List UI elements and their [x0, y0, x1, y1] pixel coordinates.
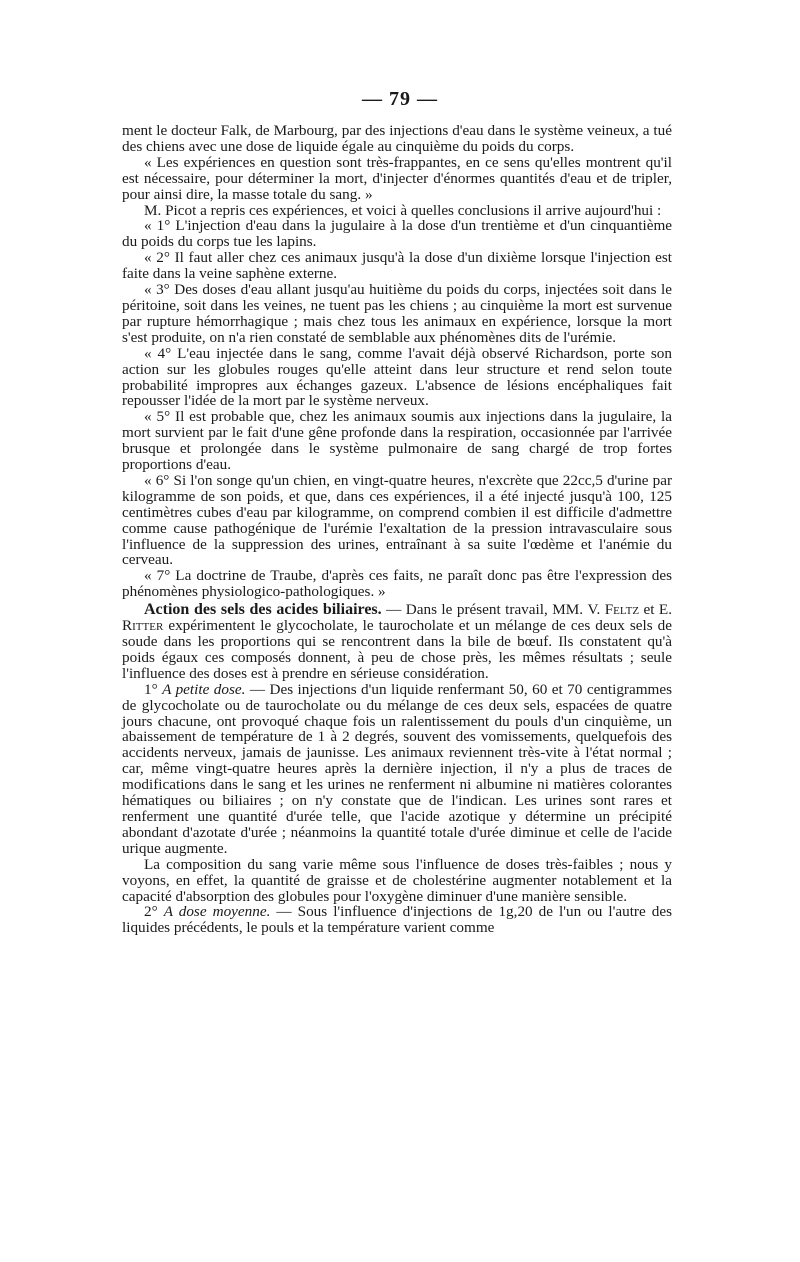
- item-title: A petite dose.: [162, 680, 246, 698]
- paragraph: « 3° Des doses d'eau allant jusqu'au huitième du poids du corps, injectées soit dans le péritoine, soit dans les veines, ne tuent pas les chiens ; au cinquième la mort est survenue par rupture hémorrhagique ; mais chez tous les animaux en expérience, lorsque la mort s'est produite, on n'a rien constaté de semblable aux phénomènes dits de l'urémie.: [122, 281, 672, 346]
- paragraph: « 6° Si l'on songe qu'un chien, en vingt-quatre heures, n'excrète que 22cc,5 d'urine par kilogramme de son poids, et que, dans ces expériences, il a été injecté jusqu'à 100, 125 centimètres cubes d'eau par kilogramme, on comprend combien il est difficile d'admettre comme cause pathogénique de l'urémie l'exaltation de la pression intravasculaire sous l'influence de la suppression des urines, entraînant à sa suite l'œdème et l'anémie du cerveau.: [122, 471, 672, 569]
- paragraph: [122, 682, 672, 857]
- paragraph: « Les expériences en question sont très-frappantes, en ce sens qu'elles montrent qu'il est nécessaire, pour déterminer la mort, d'injecter d'énormes quantités d'eau et de tripler, pour ainsi dire, la masse totale du sang. »: [122, 153, 672, 203]
- author-name: Ritter: [122, 617, 164, 635]
- paragraph: La composition du sang varie même sous l'influence de doses très-faibles ; nous y voyons, en effet, la quantité de graisse et de cholestérine augmenter notablement et la capacité d'absorption des globules pour l'oxygène diminuer d'une manière sensible.: [122, 855, 672, 905]
- paragraph: « 5° Il est probable que, chez les animaux soumis aux injections dans la jugulaire, la mort survient par le fait d'une gêne profonde dans la respiration, occasionnée par l'arrivée brusque et prolongée dans le système pulmonaire de sang chargé de trop fortes proportions d'eau.: [122, 408, 672, 474]
- section-paragraph: [122, 602, 672, 682]
- paragraph: « 7° La doctrine de Traube, d'après ces faits, ne paraît donc pas être l'expression des phénomènes physiologico-pathologiques. »: [122, 567, 672, 601]
- item-number: 1°: [144, 680, 163, 698]
- text-run: expérimentent le glycocholate, le taurocholate et un mélange de ces deux sels de soude dans les proportions qui se rencontrent dans la bile de bœuf. Ils constatent qu'à poids égaux ces composés donnent, à peu de chose près, les mêmes résultats ; seule l'influence des doses est à prendre en sérieuse considération.: [122, 617, 672, 682]
- paragraph: [122, 904, 672, 936]
- text-run: — Des injections d'un liquide renfermant 50, 60 et 70 centigrammes de glycocholate ou de taurocholate ou du mélange de ces deux sels, espacées de quatre jours chacune, ont provoqué chaque fois un ralentissement du pouls d'un cinquième, un abaissement de température de 1 à 2 degrés, souvent des vomissements, quelquefois des accidents nerveux, jamais de jaunisse. Les animaux reviennent très-vite à l'état normal ; car, même vingt-quatre heures après la dernière injection, il n'y a plus de traces de modifications dans le sang et les urines ne renferment ni albumine ni matières colorantes hématiques ou biliaires ; on n'y constate que de l'indican. Les urines sont rares et renferment une quantité d'urée telle, que l'acide azotique y détermine un précipité abondant d'azotate d'urée ; néanmoins la quantité totale d'urée diminue et celle de l'acide urique augmente.: [122, 680, 673, 857]
- paragraph: ment le docteur Falk, de Marbourg, par des injections d'eau dans le système veineux, a tué des chiens avec une dose de liquide égale au cinquième du poids du corps.: [122, 122, 672, 155]
- paragraph: « 2° Il faut aller chez ces animaux jusqu'à la dose d'un dixième lorsque l'injection est faite dans la veine saphène externe.: [122, 249, 672, 283]
- text-run: et E.: [639, 601, 672, 619]
- text-run: — Sous l'influence d'injections de 1g,20 de l'un ou l'autre des liquides précédents, le pouls et la température varient comme: [122, 903, 672, 937]
- item-number: 2°: [144, 903, 164, 921]
- page-body: [122, 123, 672, 936]
- paragraph: « 1° L'injection d'eau dans la jugulaire à la dose d'un trentième et d'un cinquantième du poids du corps tue les lapins.: [122, 217, 672, 251]
- paragraph: M. Picot a repris ces expériences, et voici à quelles conclusions il arrive aujourd'hui :: [144, 201, 662, 219]
- author-name: V. Feltz: [587, 601, 640, 619]
- page-number: — 79 —: [362, 88, 438, 110]
- section-heading: Action des sels des acides biliaires.: [144, 601, 382, 619]
- paragraph: « 4° L'eau injectée dans le sang, comme l'avait déjà observé Richardson, porte son action sur les globules rouges qu'elle atteint dans leur structure et rend selon toute probabilité impropres aux échanges gazeux. L'absence de lésions encéphaliques fait repousser l'idée de la mort par le système nerveux.: [122, 344, 672, 410]
- text-run: — Dans le présent travail, MM.: [381, 601, 588, 619]
- item-title: A dose moyenne.: [163, 903, 271, 921]
